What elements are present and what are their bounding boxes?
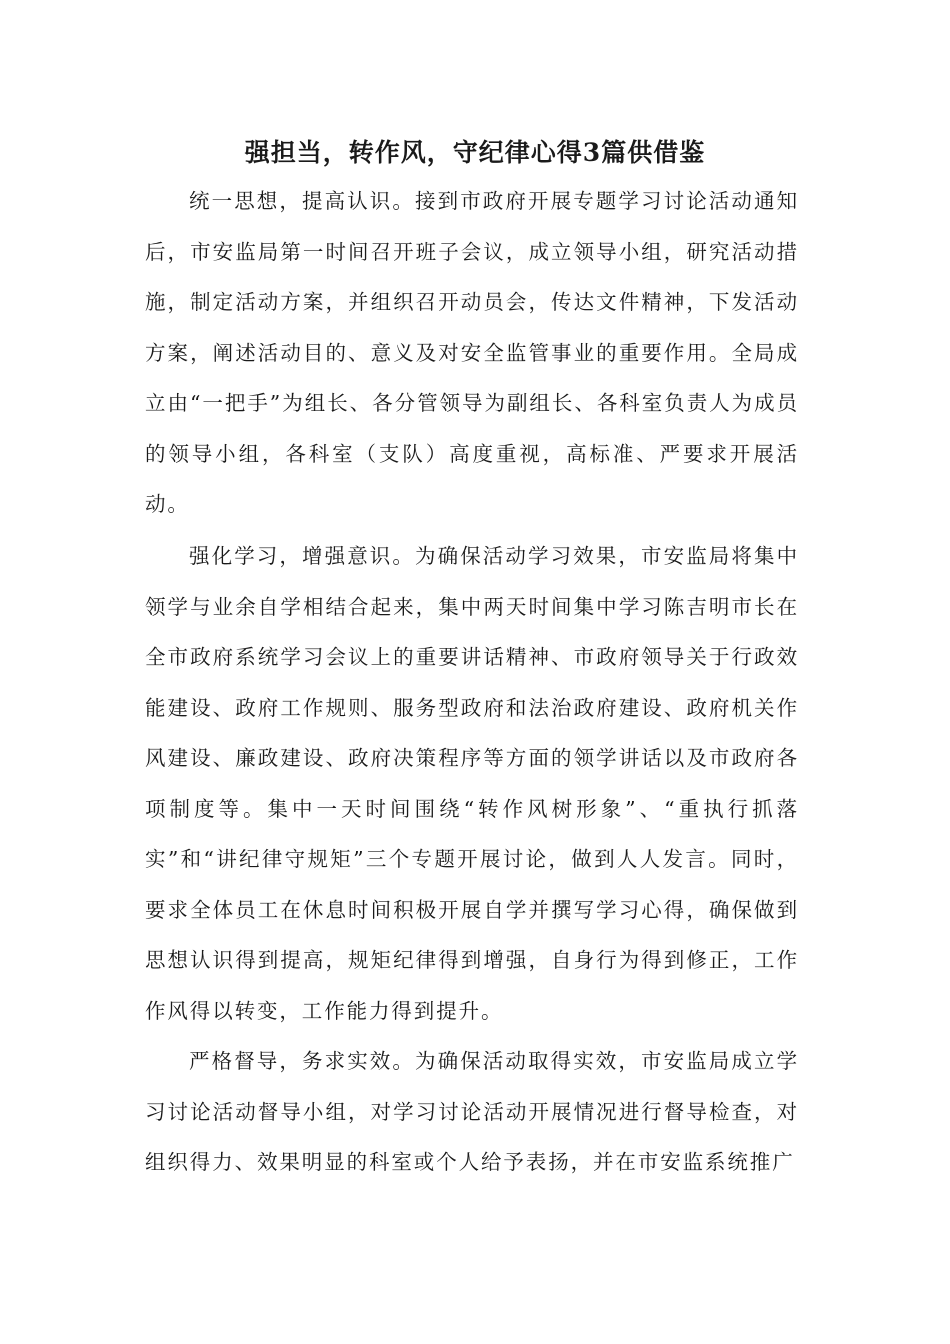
paragraph-2: 强化学习，增强意识。为确保活动学习效果，市安监局将集中领学与业余自学相结合起来，集中两天时间集中学习陈吉明市长在全市政府系统学习会议上的重要讲话精神、市政府领导关于行政效能建设、政府工作规则、服务型政府和法治政府建设、政府机关作风建设、廉政建设、政府决策程序等方面的领学讲话以及市政府各项制度等。集中一天时间围绕“转作风树形象”、“重执行抓落实”和“讲纪律守规矩”三个专题开展讨论，做到人人发言。同时，要求全体员工在休息时间积极开展自学并撰写学习心得，确保做到思想认识得到提高，规矩纪律得到增强，自身行为得到修正，工作作风得以转变，工作能力得到提升。 [145,544,799,1023]
paragraph-1: 统一思想，提高认识。接到市政府开展专题学习讨论活动通知后，市安监局第一时间召开班子会议，成立领导小组，研究活动措施，制定活动方案，并组织召开动员会，传达文件精神，下发活动方案，阐述活动目的、意义及对安全监管事业的重要作用。全局成立由“一把手”为组长、各分管领导为副组长、各科室负责人为成员的领导小组，各科室（支队）高度重视，高标准、严要求开展活动。 [145,189,799,516]
document-title: 强担当，转作风，守纪律心得3篇供借鉴 [244,138,706,167]
paragraph-3: 严格督导，务求实效。为确保活动取得实效，市安监局成立学习讨论活动督导小组，对学习讨论活动开展情况进行督导检查，对组织得力、效果明显的科室或个人给予表扬，并在市安监系统推广 [145,1049,799,1174]
